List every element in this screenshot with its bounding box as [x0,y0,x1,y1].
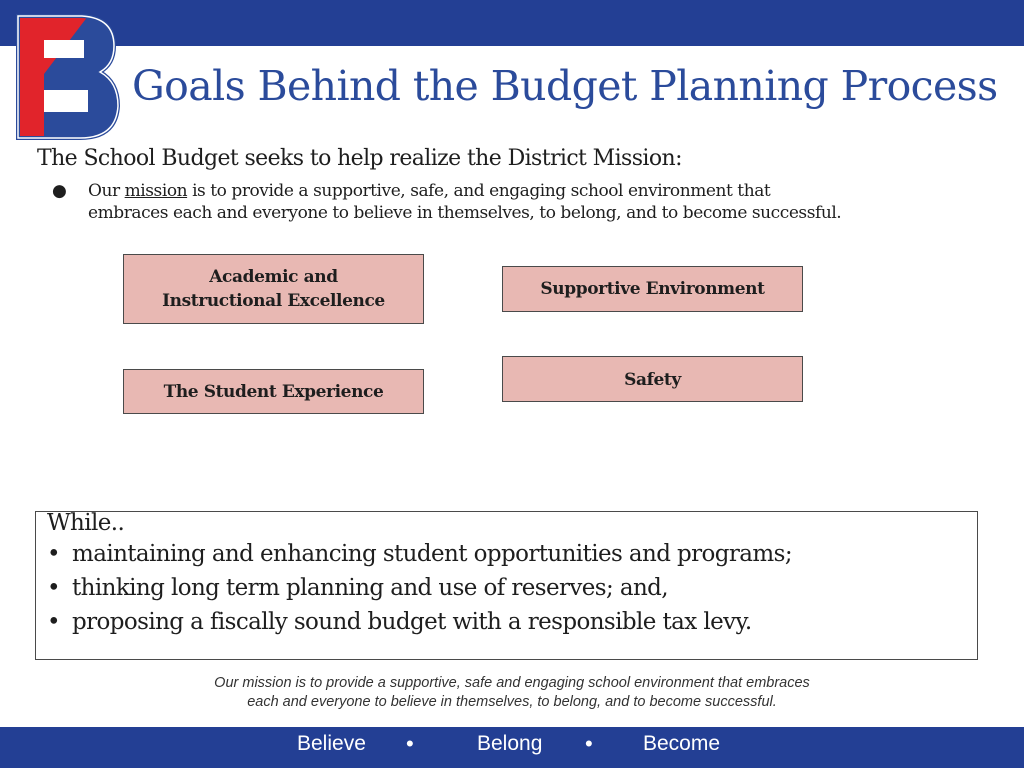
bullet-dot: ● [52,181,67,201]
goal-academic-excellence [123,254,424,324]
page-title: Goals Behind the Budget Planning Process [132,62,998,110]
mission-statement [88,180,841,224]
top-header-band [0,0,1024,46]
while-item-text: proposing a fiscally sound budget with a responsible tax levy. [72,609,752,635]
mission-line-1 [88,180,841,202]
motto-separator: • [585,731,593,756]
goal-academic-line-2: Instructional Excellence [162,291,385,311]
motto-separator: • [406,731,414,756]
district-b-logo [14,12,120,142]
footer-mission-statement [0,674,1024,712]
while-bullet: • [47,575,60,601]
while-title: While.. [47,510,125,536]
motto-belong: Belong [477,732,543,755]
goal-safety: Safety [502,356,803,402]
motto-believe: Believe [297,732,366,755]
while-box [35,511,978,660]
mission-line-2: embraces each and everyone to believe in themselves, to belong, and to become successful. [88,203,842,223]
footer-mission-line-2: each and everyone to believe in themselves, to belong, and to become successful. [247,694,777,710]
mission-line-1-rest: is to provide a supportive, safe, and engaging school environment that [187,181,771,201]
goal-student-experience: The Student Experience [123,369,424,414]
goal-supportive-environment: Supportive Environment [502,266,803,312]
while-item-text: maintaining and enhancing student opportunities and programs; [72,541,792,567]
goal-academic-line-1: Academic and [209,267,338,287]
while-bullet: • [47,541,60,567]
intro-lead: The School Budget seeks to help realize the District Mission: [37,146,682,171]
while-item-text: thinking long term planning and use of reserves; and, [72,575,669,601]
mission-prefix: Our [88,181,125,201]
footer-mission-line-1: Our mission is to provide a supportive, safe and engaging school environment that embraces [214,675,810,691]
motto-become: Become [643,732,721,755]
mission-link[interactable]: mission [124,181,188,201]
while-bullet: • [47,609,60,635]
